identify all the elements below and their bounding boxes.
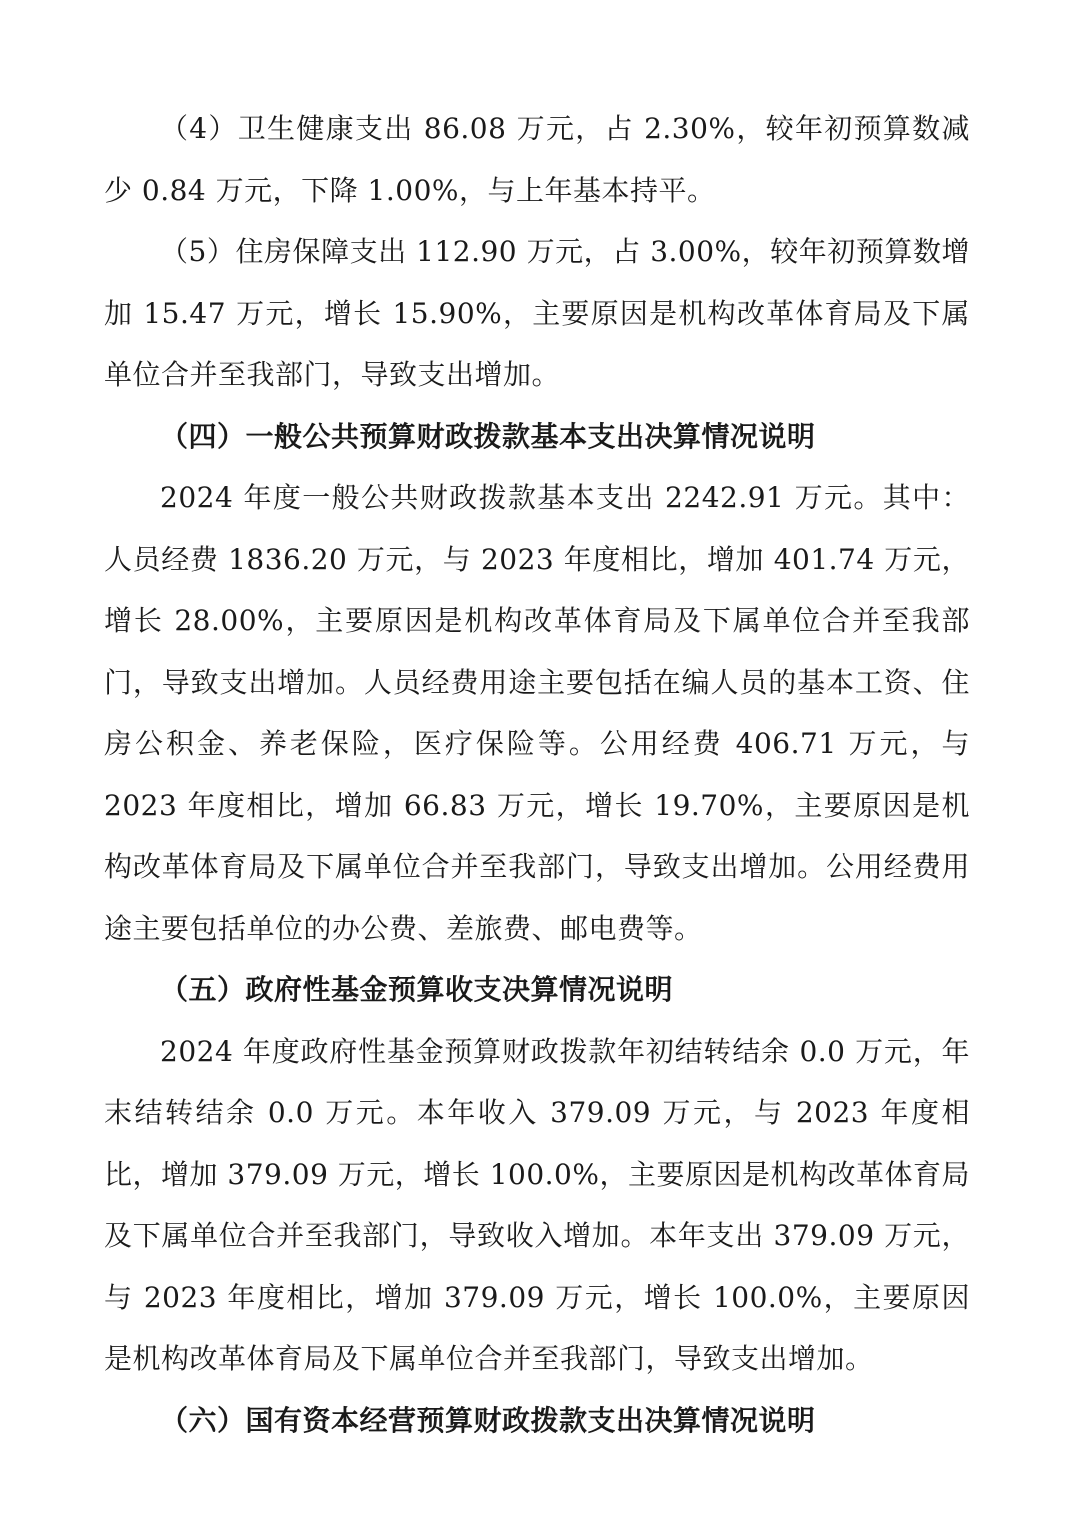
section-heading-basic-expenditure: （四）一般公共预算财政拨款基本支出决算情况说明 xyxy=(160,419,816,453)
paragraph-basic-expenditure: 2024 年度一般公共财政拨款基本支出 2242.91 万元。其中：人员经费 1836.20 万元，与 2023 年度相比，增加 401.74 万元，增长 28.00%，主要原因是机构改革体育局及下属单位合并至我部门，导致支出增加。人员经费用途主要包括在编人员的基本工资、住房公积金、养老保险，医疗保险等。公用经费 406.71 万元，与 2023 年度相比，增加 66.83 万元，增长 19.70%，主要原因是机构改革体育局及下属单位合并至我部门，导致支出增加。公用经费用途主要包括单位的办公费、差旅费、邮电费等。 xyxy=(104,481,970,945)
document-page xyxy=(104,98,970,1451)
paragraph-health-expenditure: （4）卫生健康支出 86.08 万元，占 2.30%，较年初预算数减少 0.84 万元，下降 1.00%，与上年基本持平。 xyxy=(104,112,970,207)
paragraph-housing-expenditure: （5）住房保障支出 112.90 万元，占 3.00%，较年初预算数增加 15.47 万元，增长 15.90%，主要原因是机构改革体育局及下属单位合并至我部门，导致支出增加。 xyxy=(104,235,970,391)
paragraph-government-fund: 2024 年度政府性基金预算财政拨款年初结转结余 0.0 万元，年末结转结余 0.0 万元。本年收入 379.09 万元，与 2023 年度相比，增加 379.09 万元，增长 100.0%，主要原因是机构改革体育局及下属单位合并至我部门，导致收入增加。本年支出 379.09 万元，与 2023 年度相比，增加 379.09 万元，增长 100.0%，主要原因是机构改革体育局及下属单位合并至我部门，导致支出增加。 xyxy=(104,1034,970,1375)
section-heading-government-fund: （五）政府性基金预算收支决算情况说明 xyxy=(160,973,674,1006)
section-heading-state-capital: （六）国有资本经营预算财政拨款支出决算情况说明 xyxy=(160,1403,816,1437)
